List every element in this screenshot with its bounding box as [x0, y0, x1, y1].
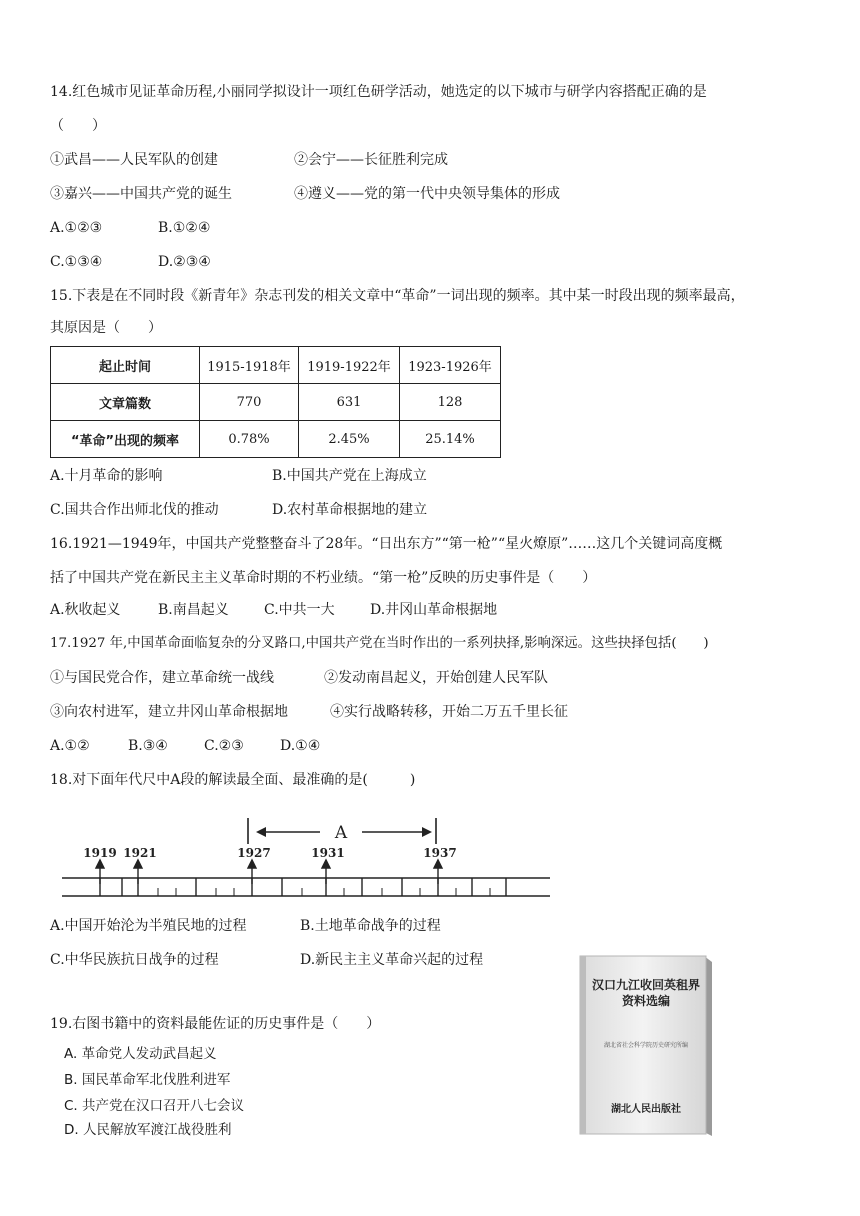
- q17-option-4: ④实行战略转移，开始二万五千里长征: [330, 704, 568, 720]
- q16-choice-b: B.南昌起义: [158, 602, 229, 618]
- table-row: [51, 421, 501, 458]
- table-row: [51, 347, 501, 384]
- table-cell: 631: [299, 384, 400, 421]
- q14-stem-line2: （ ）: [50, 118, 106, 134]
- q15-choice-c: C.国共合作出师北伐的推动: [50, 502, 219, 518]
- table-cell: 0.78%: [200, 421, 299, 458]
- q17-option-2: ②发动南昌起义，开始创建人民军队: [324, 670, 548, 686]
- q15-stem-line1: 15.下表是在不同时段《新青年》杂志刊发的相关文章中“革命”一词出现的频率。其中某一时段出现的频率最高，: [50, 288, 745, 304]
- table-cell: 25.14%: [400, 421, 501, 458]
- q18-choice-b: B.土地革命战争的过程: [300, 918, 441, 934]
- q17-choice-a: A.①②: [50, 738, 90, 754]
- book-publisher: 湖北人民出版社: [611, 1104, 681, 1115]
- table-cell: 2.45%: [299, 421, 400, 458]
- q16-choice-a: A.秋收起义: [50, 602, 121, 618]
- q17-choice-c: C.②③: [204, 738, 244, 754]
- q17-option-1: ①与国民党合作，建立革命统一战线: [50, 670, 274, 686]
- q17-choice-d: D.①④: [280, 738, 321, 754]
- timeline-year-label: 1927: [237, 846, 271, 860]
- q14-choice-b: B.①②④: [158, 220, 211, 236]
- q19-choice-c: C. 共产党在汉口召开八七会议: [64, 1098, 245, 1114]
- q14-choice-d: D.②③④: [158, 254, 211, 270]
- q19-stem: 19.右图书籍中的资料最能佐证的历史事件是（ ）: [50, 1016, 381, 1032]
- q16-stem-line1: 16.1921—1949年，中国共产党整整奋斗了28年。“日出东方”“第一枪”“星火燎原”……这几个关键词高度概: [50, 536, 723, 552]
- q14-choice-c: C.①③④: [50, 254, 103, 270]
- timeline-year-label: 1919: [83, 846, 117, 860]
- table-row-header: 文章篇数: [51, 384, 200, 421]
- q19-choice-b: B. 国民革命军北伐胜利进军: [64, 1072, 231, 1088]
- q14-stem-line1: 14.红色城市见证革命历程,小丽同学拟设计一项红色研学活动，她选定的以下城市与研学内容搭配正确的是: [50, 84, 707, 100]
- table-column-header: 1915-1918年: [200, 347, 299, 384]
- q16-stem-line2: 括了中国共产党在新民主主义革命时期的不朽业绩。“第一枪”反映的历史事件是（ ）: [50, 570, 597, 586]
- book-cover-image: [578, 952, 714, 1138]
- table-row: [51, 384, 501, 421]
- frequency-table: [50, 346, 501, 458]
- q15-choice-a: A.十月革命的影响: [50, 468, 163, 484]
- q17-option-3: ③向农村进军，建立井冈山革命根据地: [50, 704, 288, 720]
- q17-choice-b: B.③④: [128, 738, 168, 754]
- q19-choice-d: D. 人民解放军渡江战役胜利: [64, 1122, 232, 1138]
- q19-choice-a: A. 革命党人发动武昌起义: [64, 1046, 217, 1062]
- q16-choice-d: D.井冈山革命根据地: [370, 602, 498, 618]
- q14-option-4: ④遵义——党的第一代中央领导集体的形成: [294, 186, 560, 202]
- table-row-header: “革命”出现的频率: [51, 421, 200, 458]
- table-cell: 128: [400, 384, 501, 421]
- q18-choice-c: C.中华民族抗日战争的过程: [50, 952, 219, 968]
- q14-option-3: ③嘉兴——中国共产党的诞生: [50, 186, 232, 202]
- q15-choice-b: B.中国共产党在上海成立: [272, 468, 427, 484]
- timeline-year-label: 1931: [311, 846, 345, 860]
- q16-choice-c: C.中共一大: [264, 602, 335, 618]
- timeline-year-label: 1937: [423, 846, 457, 860]
- q18-choice-a: A.中国开始沦为半殖民地的过程: [50, 918, 247, 934]
- book-title-line2: 资料选编: [621, 994, 670, 1008]
- q18-stem: 18.对下面年代尺中A段的解读最全面、最准确的是( ): [50, 772, 416, 788]
- timeline-segment-label: A: [334, 823, 348, 843]
- timeline-ruler: [62, 812, 552, 900]
- table-cell: 770: [200, 384, 299, 421]
- q14-option-1: ①武昌——人民军队的创建: [50, 152, 218, 168]
- table-column-header: 1923-1926年: [400, 347, 501, 384]
- book-editor: 湖北省社会科学院历史研究所编: [603, 1042, 688, 1049]
- q15-stem-line2: 其原因是（ ）: [50, 320, 162, 336]
- q15-choice-d: D.农村革命根据地的建立: [272, 502, 428, 518]
- q14-option-2: ②会宁——长征胜利完成: [294, 152, 448, 168]
- table-row-header: 起止时间: [51, 347, 200, 384]
- book-title-line1: 汉口九江收回英租界: [591, 978, 700, 992]
- table-column-header: 1919-1922年: [299, 347, 400, 384]
- q14-choice-a: A.①②③: [50, 220, 103, 236]
- q17-stem: 17.1927 年,中国革命面临复杂的分叉路口,中国共产党在当时作出的一系列抉择,影响深远。这些抉择包括( ): [50, 636, 709, 651]
- timeline-year-label: 1921: [123, 846, 157, 860]
- q18-choice-d: D.新民主主义革命兴起的过程: [300, 952, 484, 968]
